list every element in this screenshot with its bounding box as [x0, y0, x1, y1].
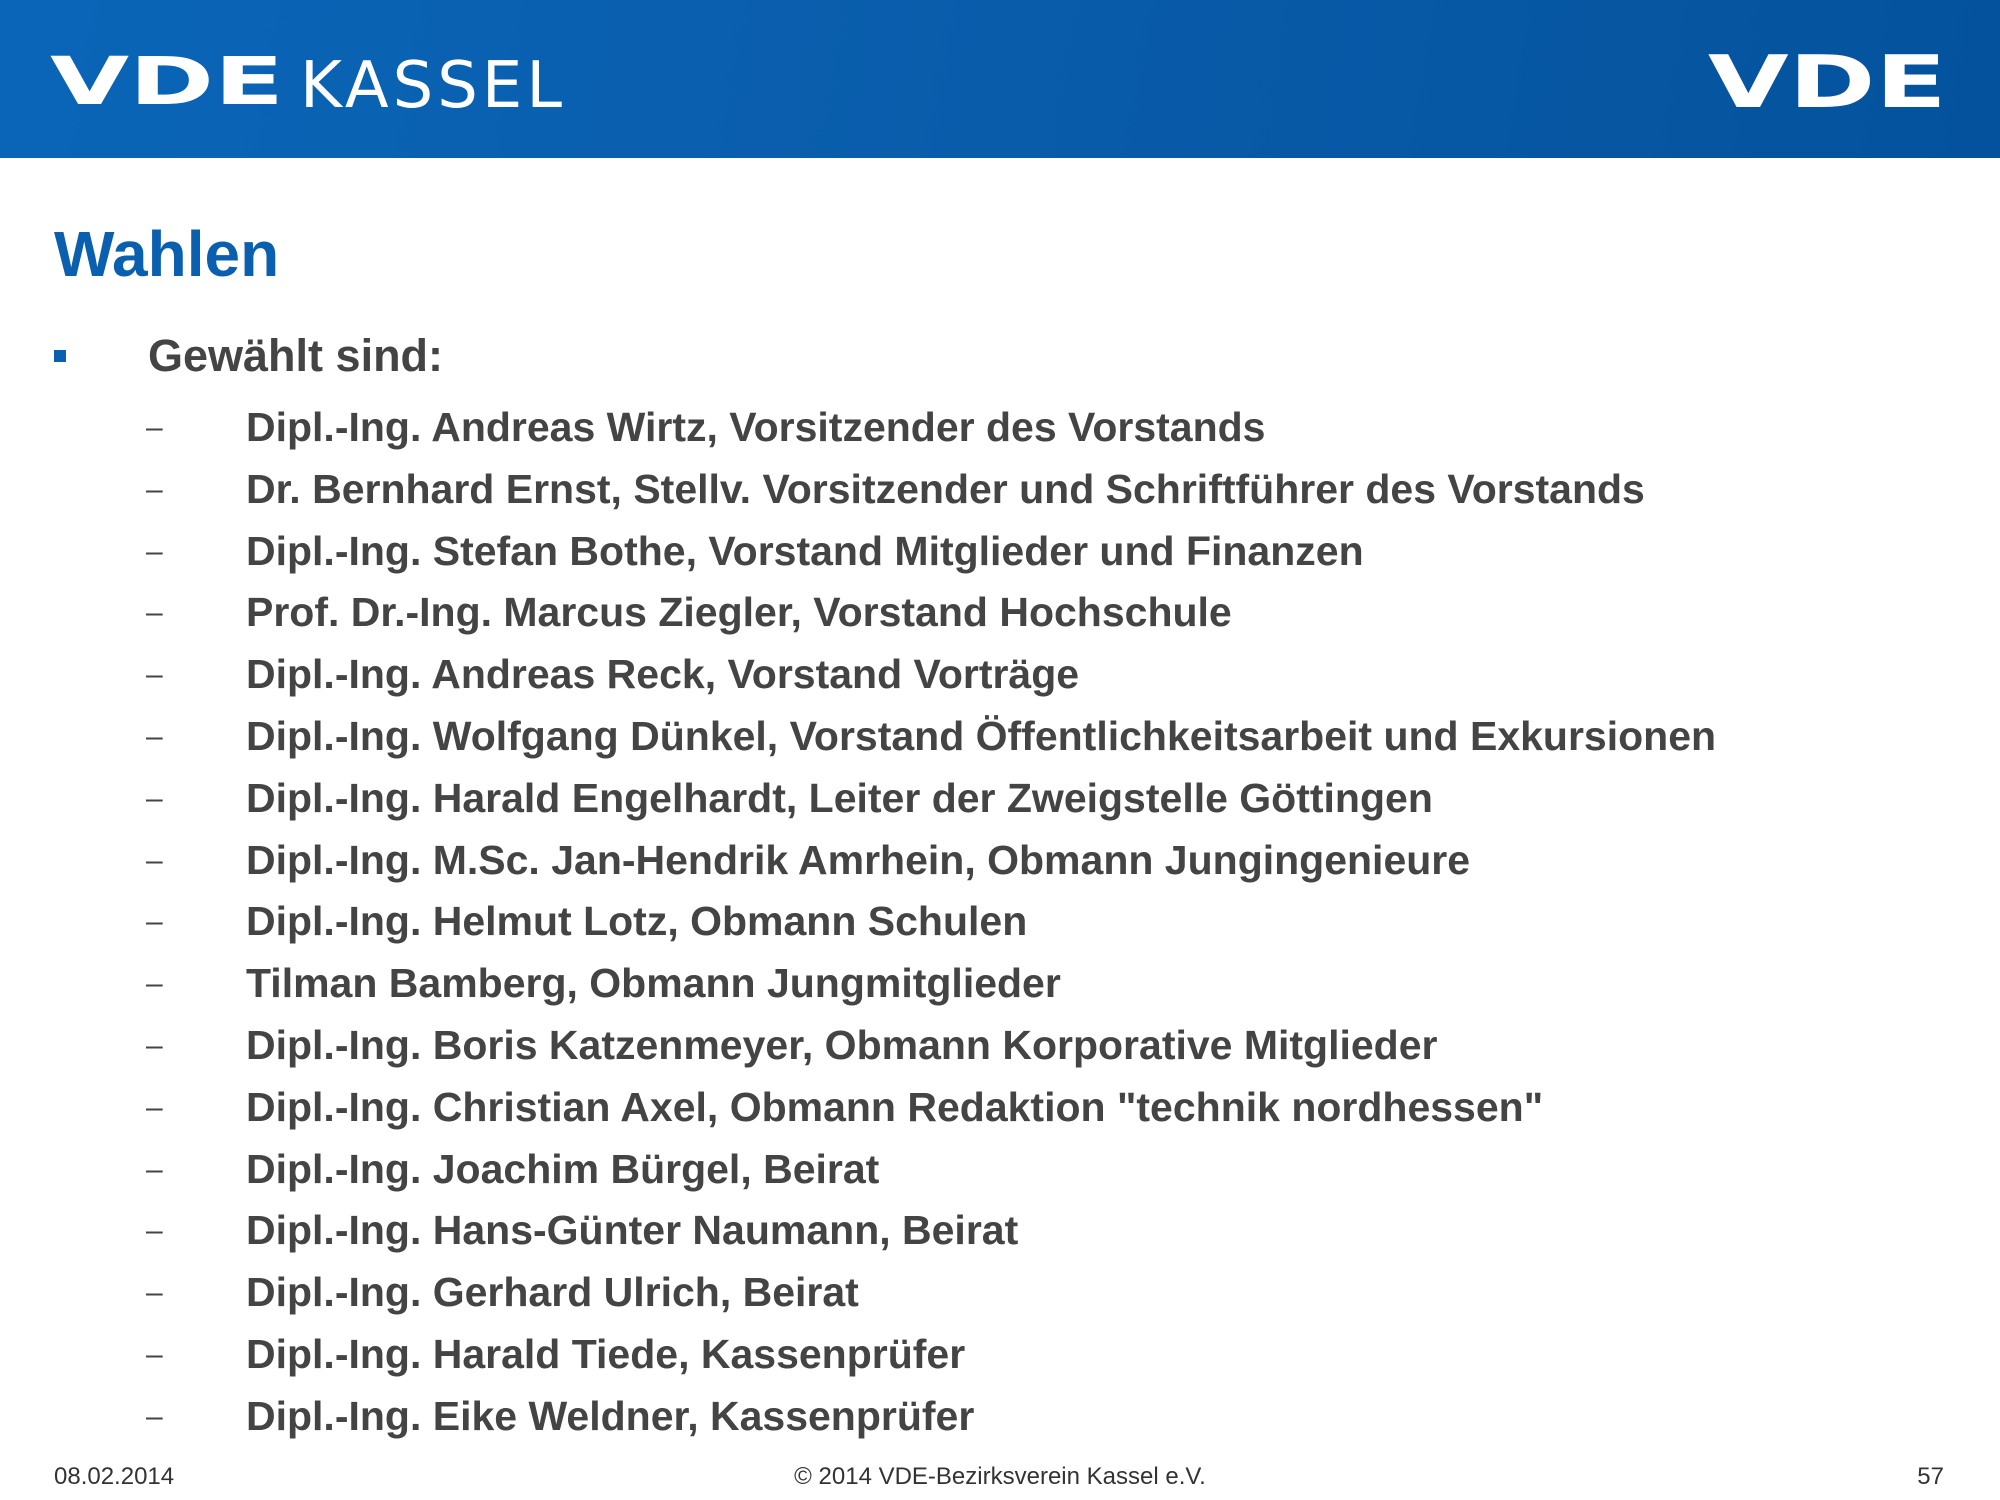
list-item — [0, 400, 2000, 462]
list-item-text: Dipl.-Ing. Boris Katzenmeyer, Obmann Korporative Mitglieder — [246, 1021, 1438, 1068]
dash-icon: – — [146, 658, 163, 692]
list-item — [0, 894, 2000, 956]
list-item — [0, 1018, 2000, 1080]
slide-title: Wahlen — [54, 218, 280, 290]
dash-icon: – — [146, 596, 163, 630]
header-banner — [0, 0, 2000, 158]
list-item-text: Dipl.-Ing. Harald Engelhardt, Leiter der Zweigstelle Göttingen — [246, 774, 1433, 821]
list-item-text: Dipl.-Ing. Eike Weldner, Kassenprüfer — [246, 1392, 975, 1439]
elected-members-list — [0, 400, 2000, 1451]
list-item — [0, 647, 2000, 709]
list-item-text: Dipl.-Ing. Wolfgang Dünkel, Vorstand Öffentlichkeitsarbeit und Exkursionen — [246, 712, 1717, 759]
dash-icon: – — [146, 1214, 163, 1248]
list-item — [0, 956, 2000, 1018]
list-item — [0, 585, 2000, 647]
brand-kassel-wordmark: KASSEL — [300, 49, 566, 123]
list-item-text: Dipl.-Ing. Helmut Lotz, Obmann Schulen — [246, 898, 1028, 945]
list-item-text: Dipl.-Ing. M.Sc. Jan-Hendrik Amrhein, Obmann Jungingenieure — [246, 836, 1471, 883]
list-item-text: Dipl.-Ing. Joachim Bürgel, Beirat — [246, 1145, 880, 1192]
list-item — [0, 462, 2000, 524]
brand-vde-wordmark: VDE — [50, 43, 284, 120]
list-item-text: Dipl.-Ing. Andreas Reck, Vorstand Vorträge — [246, 651, 1080, 698]
list-item — [0, 1203, 2000, 1265]
list-item — [0, 771, 2000, 833]
dash-icon: – — [146, 1399, 163, 1433]
dash-icon: – — [146, 472, 163, 506]
dash-icon: – — [146, 905, 163, 939]
list-item — [0, 1265, 2000, 1327]
list-item-text: Dipl.-Ing. Andreas Wirtz, Vorsitzender des Vorstands — [246, 404, 1266, 450]
list-item-text: Dr. Bernhard Ernst, Stellv. Vorsitzender und Schriftführer des Vorstands — [246, 465, 1645, 512]
list-item — [0, 1327, 2000, 1389]
dash-icon: – — [146, 719, 163, 753]
list-item — [0, 709, 2000, 771]
dash-icon: – — [146, 1276, 163, 1310]
list-item — [0, 833, 2000, 895]
list-item-text: Dipl.-Ing. Harald Tiede, Kassenprüfer — [246, 1330, 966, 1377]
list-item-text: Tilman Bamberg, Obmann Jungmitglieder — [246, 960, 1061, 1007]
bullet-square-icon — [54, 350, 66, 362]
list-item-text: Dipl.-Ing. Christian Axel, Obmann Redaktion "technik nordhessen" — [246, 1083, 1544, 1130]
list-item-text: Prof. Dr.-Ing. Marcus Ziegler, Vorstand Hochschule — [246, 589, 1232, 636]
dash-icon: – — [146, 1152, 163, 1186]
dash-icon: – — [146, 1337, 163, 1371]
dash-icon: – — [146, 781, 163, 815]
vde-logo: VDE — [1708, 40, 1947, 124]
dash-icon: – — [146, 967, 163, 1001]
lead-text: Gewählt sind: — [148, 330, 444, 381]
footer-date: 08.02.2014 — [54, 1463, 175, 1490]
dash-icon: – — [146, 411, 163, 444]
list-item-text: Dipl.-Ing. Hans-Günter Naumann, Beirat — [246, 1207, 1019, 1254]
footer-page-number: 57 — [1917, 1463, 1944, 1490]
list-item-text: Dipl.-Ing. Stefan Bothe, Vorstand Mitglieder und Finanzen — [246, 527, 1364, 574]
footer-copyright: © 2014 VDE-Bezirksverein Kassel e.V. — [794, 1463, 1206, 1490]
list-item-text: Dipl.-Ing. Gerhard Ulrich, Beirat — [246, 1269, 859, 1316]
list-item — [0, 1080, 2000, 1142]
dash-icon: – — [146, 534, 163, 568]
dash-icon: – — [146, 1090, 163, 1124]
list-item — [0, 524, 2000, 586]
list-item — [0, 1142, 2000, 1204]
list-item — [0, 1389, 2000, 1451]
dash-icon: – — [146, 1028, 163, 1062]
dash-icon: – — [146, 843, 163, 877]
